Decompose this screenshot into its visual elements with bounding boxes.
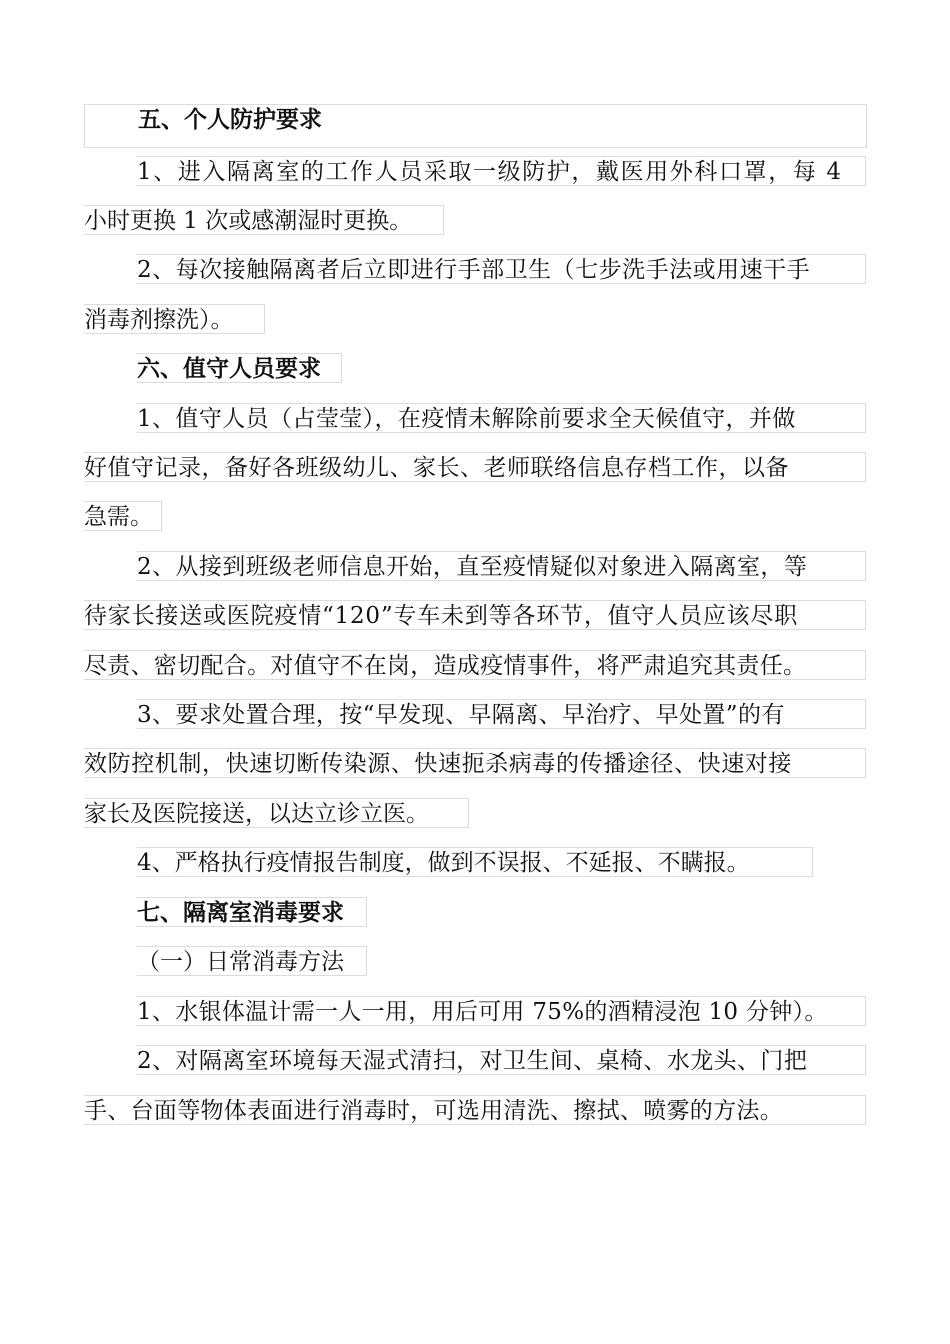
- text: 待家长接送或医院疫情“120”专车未到等各环节，值守人员应该尽职: [84, 603, 799, 629]
- text: 2、对隔离室环境每天湿式清扫，对卫生间、桌椅、水龙头、门把: [137, 1048, 808, 1074]
- text: 效防控机制，快速切断传染源、快速扼杀病毒的传播途径、快速对接: [84, 751, 792, 777]
- paragraph-line: [84, 501, 162, 531]
- text: 1、值守人员（占莹莹），在疫情未解除前要求全天候值守，并做: [137, 406, 796, 432]
- text: 家长及医院接送，以达立诊立医。: [84, 801, 429, 827]
- text: 好值守记录，备好各班级幼儿、家长、老师联络信息存档工作，以备: [84, 455, 789, 481]
- paragraph-line: [137, 156, 866, 186]
- paragraph-line: [84, 1095, 866, 1125]
- text: 尽责、密切配合。对值守不在岗，造成疫情事件，将严肃追究其责任。: [84, 653, 807, 679]
- paragraph-line: [84, 748, 866, 778]
- section-heading-personal-protection: [84, 104, 867, 148]
- paragraph-line: [84, 650, 866, 680]
- paragraph-line: [137, 403, 866, 433]
- paragraph-line: [84, 205, 444, 235]
- paragraph-line: [137, 699, 866, 729]
- paragraph-line: [137, 551, 866, 581]
- paragraph-line: [137, 1045, 866, 1075]
- text: 小时更换 1 次或感潮湿时更换。: [84, 208, 413, 234]
- heading-text: 七、隔离室消毒要求: [137, 900, 344, 926]
- text: 2、从接到班级老师信息开始，直至疫情疑似对象进入隔离室，等: [137, 554, 808, 580]
- text: 急需。: [84, 504, 153, 530]
- paragraph-line: [137, 254, 866, 284]
- text: 手、台面等物体表面进行消毒时，可选用清洗、擦拭、喷雾的方法。: [84, 1098, 783, 1124]
- paragraph-line: [84, 798, 469, 828]
- section-heading-duty-staff: [137, 353, 342, 383]
- section-heading-isolation-disinfection: [137, 897, 367, 927]
- subsection-heading-daily-disinfection: [137, 946, 367, 976]
- text: 消毒剂擦洗）。: [84, 307, 234, 333]
- text: 1、水银体温计需一人一用，用后可用 75%的酒精浸泡 10 分钟）。: [137, 999, 828, 1025]
- paragraph-line: [137, 996, 866, 1026]
- text: 1、进入隔离室的工作人员采取一级防护，戴医用外科口罩，每 4: [137, 159, 843, 185]
- text: 2、每次接触隔离者后立即进行手部卫生（七步洗手法或用速干手: [137, 257, 811, 283]
- paragraph-line: [84, 452, 866, 482]
- heading-text: 五、个人防护要求: [138, 107, 322, 133]
- heading-text: （一）日常消毒方法: [137, 949, 344, 975]
- paragraph-line: [137, 847, 813, 877]
- text: 3、要求处置合理，按“早发现、早隔离、早治疗、早处置”的有: [137, 702, 785, 728]
- text: 4、严格执行疫情报告制度，做到不误报、不延报、不瞒报。: [137, 850, 750, 876]
- paragraph-line: [84, 304, 265, 334]
- heading-text: 六、值守人员要求: [137, 356, 321, 382]
- paragraph-line: [84, 600, 866, 630]
